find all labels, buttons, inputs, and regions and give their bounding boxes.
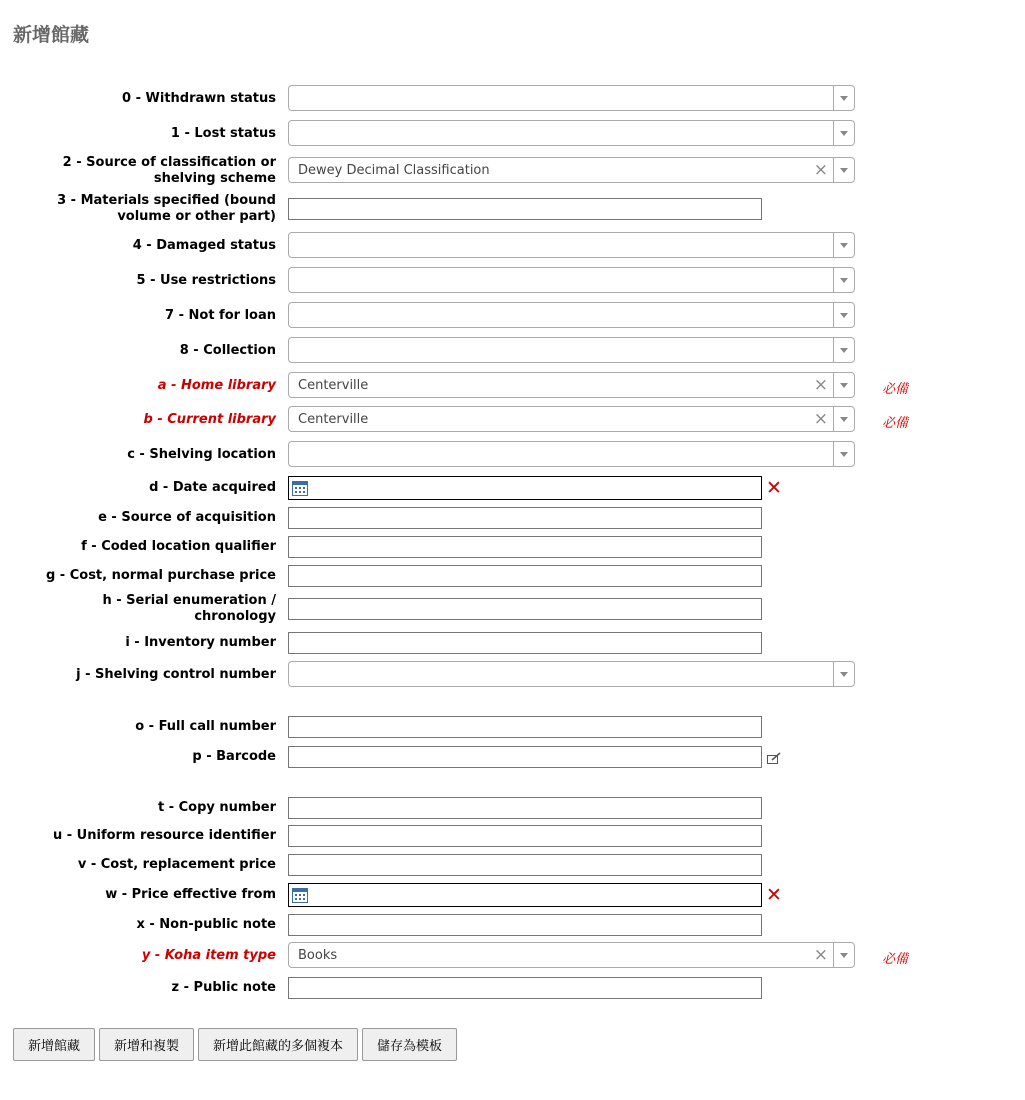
dropdown-toggle[interactable] [833, 233, 854, 257]
dropdown-toggle[interactable] [833, 303, 854, 327]
source-of-acquisition-input[interactable] [288, 507, 762, 529]
serial-enumeration-input[interactable] [288, 598, 762, 620]
field-label: d - Date acquired [149, 480, 276, 495]
field-label: x - Non-public note [136, 917, 276, 932]
calendar-icon[interactable] [292, 887, 308, 903]
coded-location-qualifier-input[interactable] [288, 536, 762, 558]
dropdown-toggle[interactable] [833, 943, 854, 967]
field-label-line: 2 - Source of classification or [62, 155, 276, 170]
field-label-required: b - Current library [143, 412, 276, 427]
clear-selection-icon[interactable]: × [813, 409, 828, 429]
dropdown-toggle[interactable] [833, 121, 854, 145]
field-label: 8 - Collection [179, 343, 276, 358]
field-label: 7 - Not for loan [165, 308, 276, 323]
save-as-template-button[interactable]: 儲存為模板 [362, 1028, 457, 1061]
add-item-button[interactable]: 新增館藏 [13, 1028, 95, 1061]
field-label: e - Source of acquisition [98, 510, 276, 525]
field-label: 0 - Withdrawn status [122, 91, 276, 106]
field-label: g - Cost, normal purchase price [45, 568, 276, 583]
dropdown-toggle[interactable] [833, 268, 854, 292]
chevron-down-icon [840, 168, 848, 173]
field-label: 4 - Damaged status [132, 238, 276, 253]
chevron-down-icon [840, 131, 848, 136]
field-label: z - Public note [171, 980, 276, 995]
chevron-down-icon [840, 278, 848, 283]
home-library-select[interactable] [288, 372, 855, 398]
withdrawn-status-select[interactable] [288, 85, 855, 111]
dropdown-toggle[interactable] [833, 338, 854, 362]
cost-normal-purchase-input[interactable] [288, 565, 762, 587]
clear-date-icon[interactable]: ✕ [766, 884, 782, 906]
lost-status-select[interactable] [288, 120, 855, 146]
field-label-required: y - Koha item type [141, 948, 276, 963]
full-call-number-input[interactable] [288, 716, 762, 738]
classification-source-select[interactable] [288, 157, 855, 183]
date-acquired-input[interactable] [288, 476, 762, 500]
chevron-down-icon [840, 96, 848, 101]
clear-selection-icon[interactable]: × [813, 375, 828, 395]
field-label-required: a - Home library [157, 378, 276, 393]
select-value: Centerville [298, 378, 369, 393]
field-label [102, 593, 276, 625]
use-restrictions-select[interactable] [288, 267, 855, 293]
field-label-line: 3 - Materials specified (bound [57, 193, 276, 208]
field-label: p - Barcode [192, 749, 276, 764]
price-effective-from-input[interactable] [288, 883, 762, 907]
chevron-down-icon [840, 348, 848, 353]
dropdown-toggle[interactable] [833, 86, 854, 110]
chevron-down-icon [840, 313, 848, 318]
field-label: i - Inventory number [125, 635, 276, 650]
chevron-down-icon [840, 672, 848, 677]
collection-select[interactable] [288, 337, 855, 363]
clear-selection-icon[interactable]: × [813, 945, 828, 965]
not-for-loan-select[interactable] [288, 302, 855, 328]
page-title: 新增館藏 [13, 24, 90, 46]
field-label [57, 193, 276, 225]
dropdown-toggle[interactable] [833, 407, 854, 431]
field-label-line: shelving scheme [153, 171, 276, 186]
field-label: 1 - Lost status [170, 126, 276, 141]
chevron-down-icon [840, 953, 848, 958]
damaged-status-select[interactable] [288, 232, 855, 258]
add-and-duplicate-button[interactable]: 新增和複製 [99, 1028, 194, 1061]
field-label: v - Cost, replacement price [77, 857, 276, 872]
dropdown-toggle[interactable] [833, 662, 854, 686]
required-note: 必備 [882, 952, 909, 967]
field-label: u - Uniform resource identifier [52, 828, 276, 843]
field-label: 5 - Use restrictions [136, 273, 276, 288]
field-label-line: chronology [194, 609, 276, 624]
field-label: c - Shelving location [127, 447, 276, 462]
clear-selection-icon[interactable]: × [813, 160, 828, 180]
item-type-select[interactable] [288, 942, 855, 968]
field-label: o - Full call number [135, 719, 276, 734]
calendar-icon[interactable] [292, 480, 308, 496]
select-value: Books [298, 948, 338, 963]
required-note: 必備 [882, 382, 909, 397]
select-value: Centerville [298, 412, 369, 427]
shelving-location-select[interactable] [288, 441, 855, 467]
field-label-line: volume or other part) [117, 209, 276, 224]
nonpublic-note-input[interactable] [288, 914, 762, 936]
cost-replacement-input[interactable] [288, 854, 762, 876]
current-library-select[interactable] [288, 406, 855, 432]
barcode-input[interactable] [288, 746, 762, 768]
field-label: f - Coded location qualifier [81, 539, 276, 554]
chevron-down-icon [840, 383, 848, 388]
field-label [63, 155, 276, 187]
dropdown-toggle[interactable] [833, 373, 854, 397]
chevron-down-icon [840, 243, 848, 248]
inventory-number-input[interactable] [288, 632, 762, 654]
chevron-down-icon [840, 417, 848, 422]
select-value: Dewey Decimal Classification [298, 163, 490, 178]
clear-date-icon[interactable]: ✕ [766, 477, 782, 499]
field-label: j - Shelving control number [76, 667, 276, 682]
materials-specified-input[interactable] [288, 198, 762, 220]
add-multiple-copies-button[interactable]: 新增此館藏的多個複本 [198, 1028, 358, 1061]
field-label-line: h - Serial enumeration / [102, 593, 276, 608]
uri-input[interactable] [288, 825, 762, 847]
public-note-input[interactable] [288, 977, 762, 999]
copy-number-input[interactable] [288, 797, 762, 819]
required-note: 必備 [882, 416, 909, 431]
field-label: t - Copy number [157, 800, 276, 815]
shelving-control-number-select[interactable] [288, 661, 855, 687]
barcode-edit-icon[interactable] [767, 752, 781, 764]
dropdown-toggle[interactable] [833, 442, 854, 466]
chevron-down-icon [840, 452, 848, 457]
dropdown-toggle[interactable] [833, 158, 854, 182]
field-label: w - Price effective from [105, 887, 276, 902]
